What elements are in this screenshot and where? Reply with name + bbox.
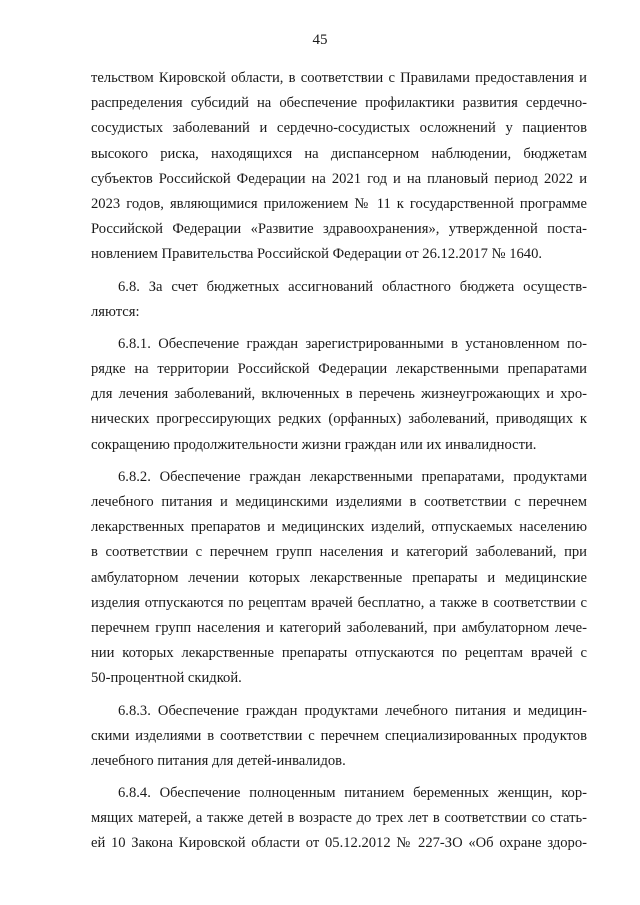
paragraph-6-8-3 (91, 699, 587, 775)
text-line: перечнем групп населения и категорий заболеваний, при амбулаторном лече- (91, 619, 587, 636)
text-line: мящих матерей, а также детей в возрасте до трех лет в соответствии со стать- (91, 810, 587, 827)
paragraph-continuation (91, 66, 587, 268)
text-line: новлением Правительства Российской Федерации от 26.12.2017 № 1640. (91, 246, 543, 263)
text-line: 6.8.1. Обеспечение граждан зарегистрированными в установленном по- (118, 335, 587, 352)
text-line: изделия отпускаются по рецептам врачей бесплатно, а также в соответствии с (91, 594, 587, 611)
document-body (91, 66, 587, 857)
text-line: 6.8.4. Обеспечение полноценным питанием беременных женщин, кор- (118, 785, 587, 802)
text-line: для лечения заболеваний, включенных в перечень жизнеугрожающих и хро- (91, 386, 587, 403)
text-line: 6.8. За счет бюджетных ассигнований областного бюджета осуществ- (118, 278, 587, 295)
text-line: рядке на территории Российской Федерации лекарственными препаратами (91, 361, 587, 378)
text-line: 6.8.3. Обеспечение граждан продуктами лечебного питания и медицин- (118, 702, 587, 719)
text-line: сосудистых заболеваний и сердечно-сосудистых осложнений у пациентов (91, 120, 587, 137)
text-line: 2023 годов, являющимися приложением № 11 к государственной программе (91, 195, 587, 212)
paragraph-6-8-4 (91, 781, 587, 857)
text-line: в соответствии с перечнем групп населения и категорий заболеваний, при (91, 544, 587, 561)
text-line: лекарственных препаратов и медицинских изделий, отпускаемых населению (91, 519, 587, 536)
text-line: нических прогрессирующих редких (орфанных) заболеваний, приводящих к (91, 411, 587, 428)
text-line: распределения субсидий на обеспечение профилактики развития сердечно- (91, 95, 587, 112)
paragraph-6-8-1 (91, 332, 587, 458)
text-line: высокого риска, находящихся на диспансерном наблюдении, бюджетам (91, 145, 587, 162)
text-line: нии которых лекарственные препараты отпускаются по рецептам врачей с (91, 645, 587, 662)
text-line: амбулаторном лечении которых лекарственные препараты и медицинские (91, 569, 587, 586)
paragraph-6-8 (91, 275, 587, 325)
text-line: сокращению продолжительности жизни граждан или их инвалидности. (91, 436, 537, 453)
text-line: лечебного питания и медицинскими изделиями в соответствии с перечнем (91, 494, 587, 510)
text-line: Российской Федерации «Развитие здравоохранения», утвержденной поста- (91, 221, 587, 238)
page-number: 45 (312, 32, 328, 48)
text-line: лечебного питания для детей-инвалидов. (91, 752, 346, 769)
text-line: скими изделиями в соответствии с перечнем специализированных продуктов (91, 727, 587, 744)
text-line: 6.8.2. Обеспечение граждан лекарственными препаратами, продуктами (118, 468, 587, 485)
text-line: субъектов Российской Федерации на 2021 год и на плановый период 2022 и (91, 170, 587, 187)
text-line: 50-процентной скидкой. (91, 670, 242, 687)
text-line: ей 10 Закона Кировской области от 05.12.2012 № 227-ЗО «Об охране здоро- (91, 835, 587, 852)
paragraph-6-8-2 (91, 465, 587, 692)
text-line: ляются: (91, 303, 140, 320)
text-line: тельством Кировской области, в соответствии с Правилами предоставления и (91, 70, 587, 86)
